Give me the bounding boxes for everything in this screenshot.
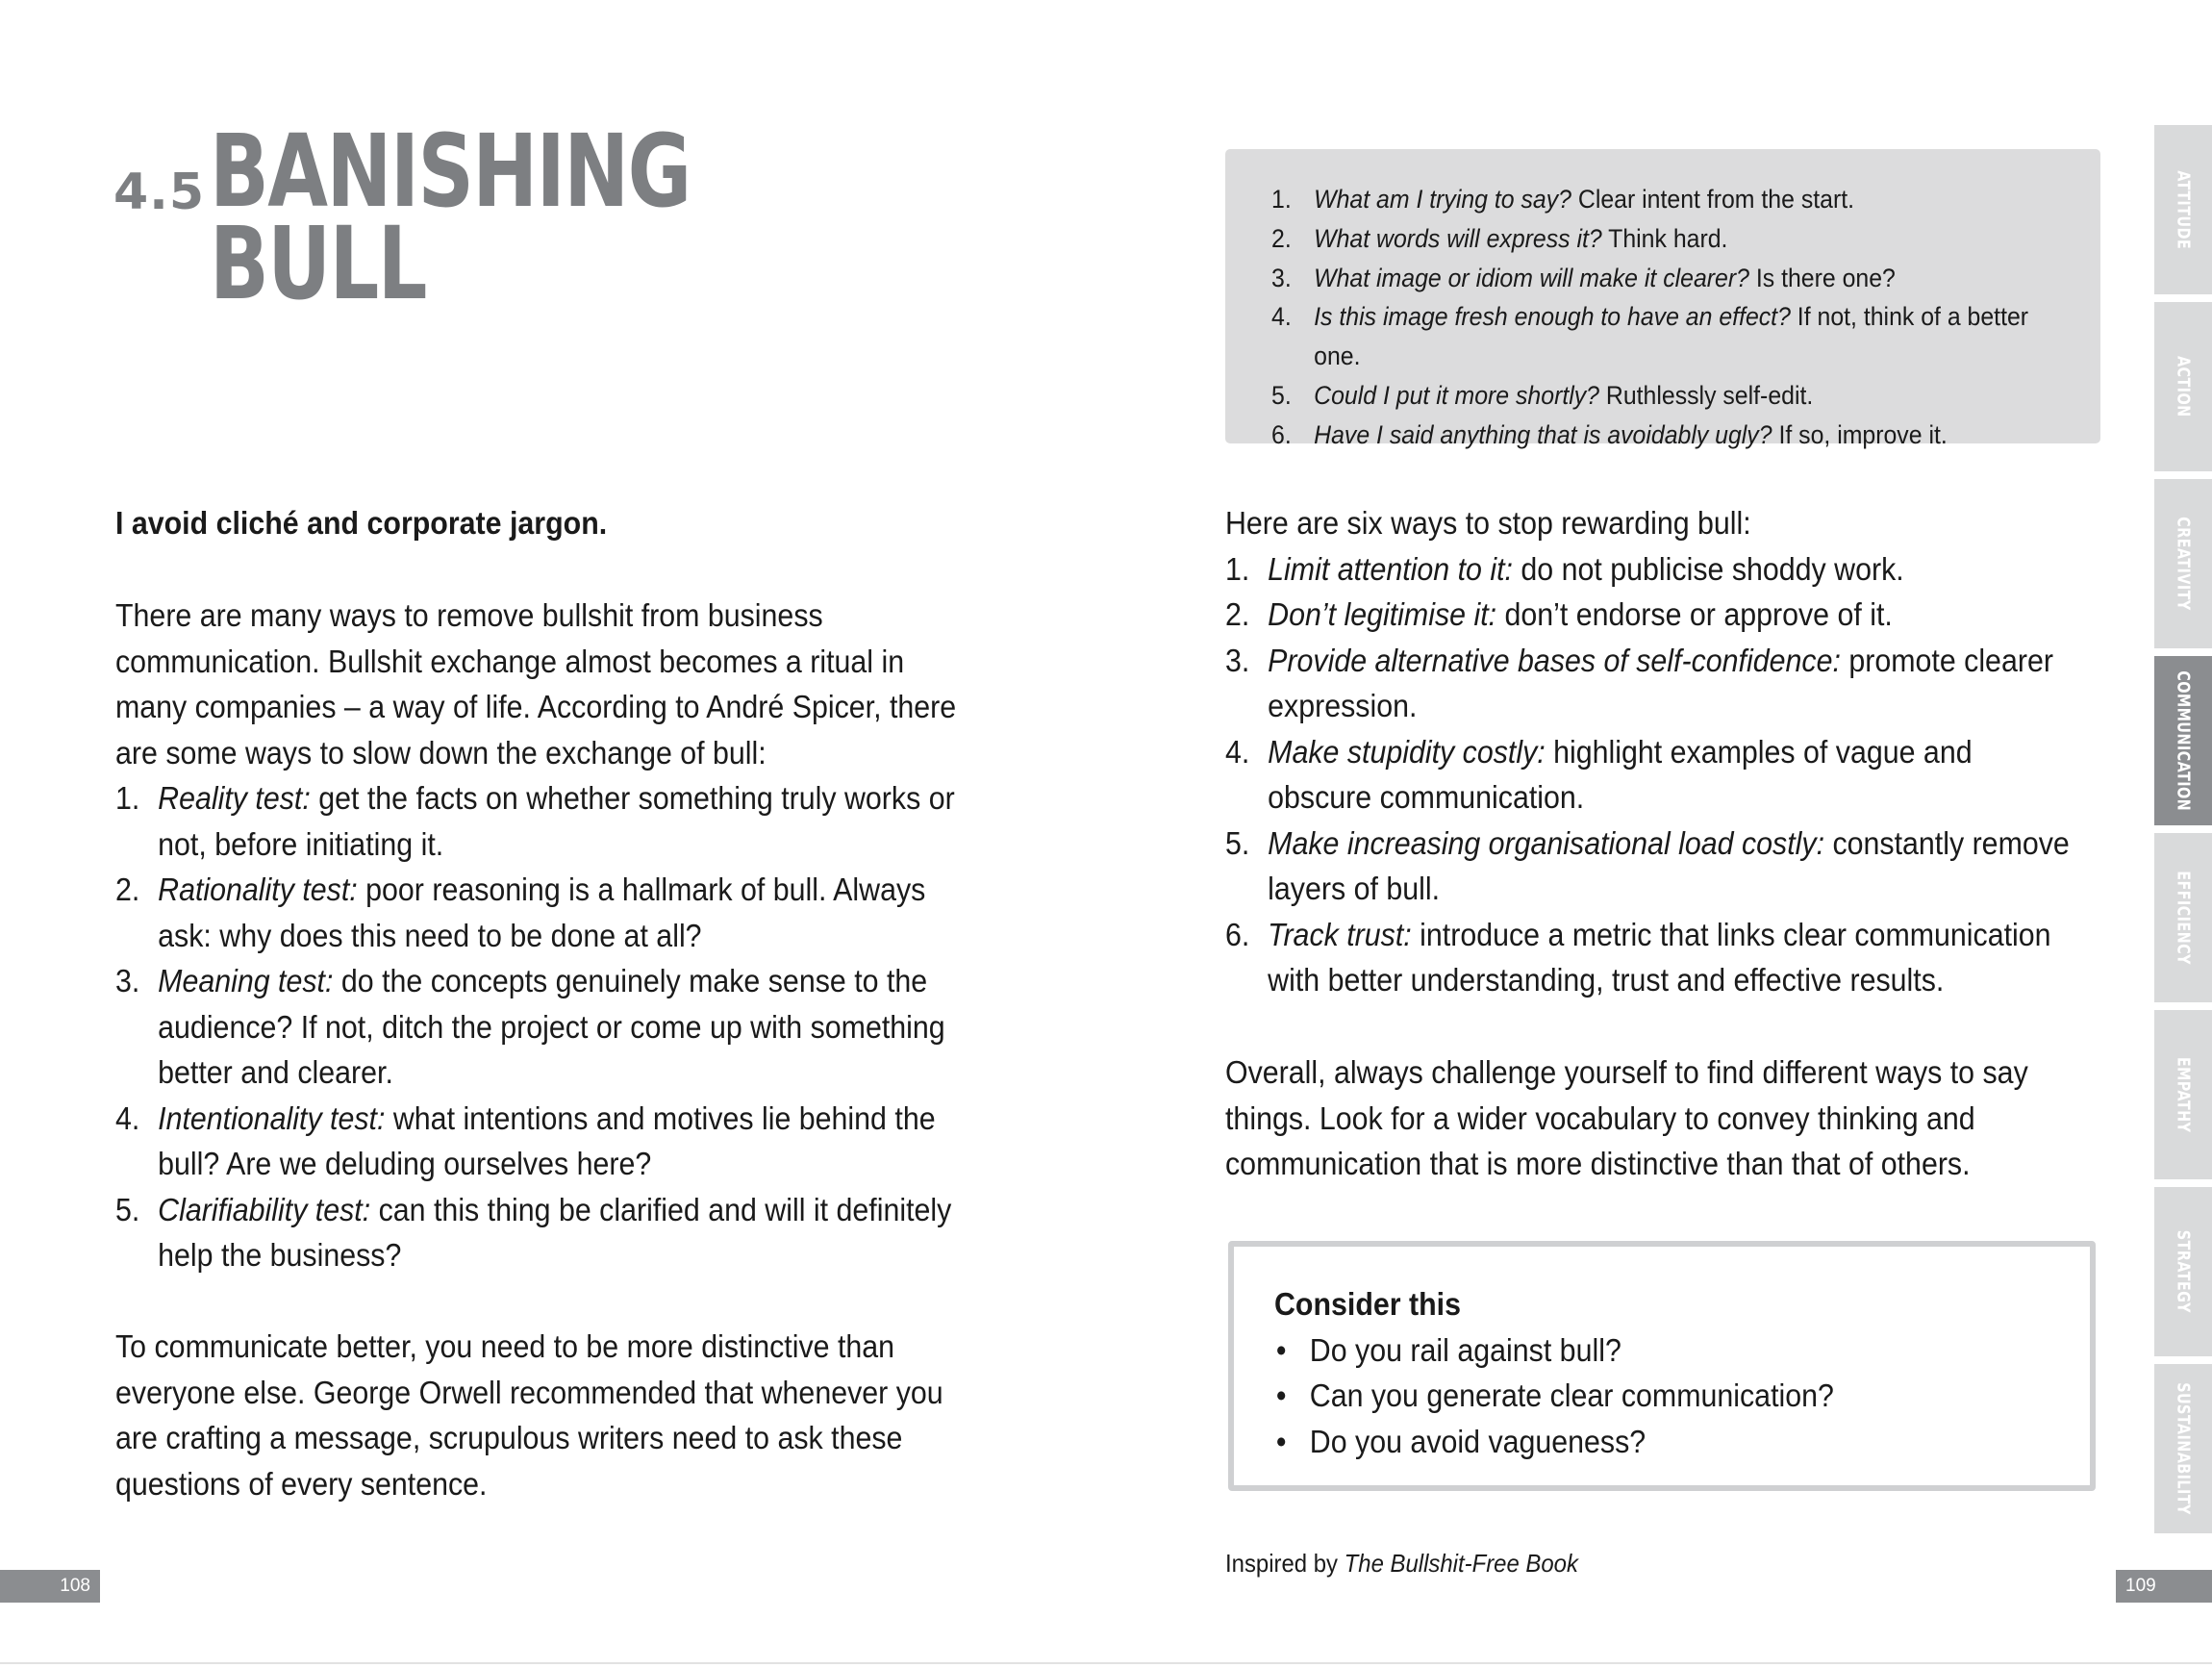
ways-section xyxy=(1225,500,2074,1003)
item-number: 2. xyxy=(115,872,140,907)
tab-label: EFFICIENCY xyxy=(2173,871,2194,965)
item-text: promote clearer expression. xyxy=(1268,642,2053,723)
item-text: introduce a metric that links clear communication with better understanding, trust and effective results. xyxy=(1268,916,2051,998)
ways-intro: Here are six ways to stop rewarding bull: xyxy=(1225,505,1751,541)
lead-statement: I avoid cliché and corporate jargon. xyxy=(115,505,608,541)
tab-action[interactable] xyxy=(2154,302,2212,475)
orwell-questions-box xyxy=(1227,151,2099,449)
item-number: 6. xyxy=(1225,916,1250,952)
list-item xyxy=(1225,729,2074,821)
page-number-text: 109 xyxy=(2125,1576,2156,1596)
page-number-left xyxy=(0,1570,100,1603)
item-term: Meaning test: xyxy=(158,963,334,998)
question: Could I put it more shortly? xyxy=(1314,380,1600,410)
intro-paragraph: There are many ways to remove bullshit from business communication. Bullshit exchange almost becomes a ritual in many companies – a way of life. According to André Spicer, there are some ways to slow down the exchange of bull: xyxy=(115,597,957,771)
list-item xyxy=(1271,376,2032,416)
item-number: 5. xyxy=(115,1191,140,1227)
item-number: 4. xyxy=(1271,302,1292,332)
item-number: 6. xyxy=(1271,419,1292,449)
list-item xyxy=(115,1187,983,1278)
list-item xyxy=(1225,638,2074,729)
tests-list xyxy=(115,775,983,1278)
bullet-icon: • xyxy=(1275,1377,1287,1413)
item-number: 1. xyxy=(115,780,140,816)
list-item xyxy=(1271,219,2032,259)
consider-list xyxy=(1274,1327,1982,1465)
ways-list xyxy=(1225,546,2074,1003)
list-item xyxy=(115,1096,983,1187)
title-line-1: BANISHING xyxy=(210,113,691,230)
item-term: Intentionality test: xyxy=(158,1099,386,1136)
list-item xyxy=(1225,821,2074,912)
overall-paragraph: Overall, always challenge yourself to find different ways to say things. Look for a wider vocabulary to convey thinking and communication that is more distinctive than that of others. xyxy=(1225,1054,2028,1181)
item-number: 4. xyxy=(1225,733,1250,770)
item-text: get the facts on whether something truly works or not, before initiating it. xyxy=(158,780,955,862)
item-term: Reality test: xyxy=(158,780,311,816)
item-number: 2. xyxy=(1225,596,1250,632)
section-number: 4.5 xyxy=(113,164,206,221)
question: What image or idiom will make it clearer? xyxy=(1314,263,1749,292)
item-text: do not publicise shoddy work. xyxy=(1512,550,1904,587)
tab-label: SUSTAINABILITY xyxy=(2173,1382,2194,1515)
page-title xyxy=(210,113,691,322)
list-item xyxy=(1274,1327,1982,1374)
item-term: Clarifiability test: xyxy=(158,1191,371,1227)
consider-content xyxy=(1274,1281,1982,1464)
page-number-right xyxy=(2116,1570,2212,1603)
intro-section xyxy=(115,593,983,1278)
list-item xyxy=(1225,592,2074,638)
answer: Think hard. xyxy=(1601,223,1728,253)
tab-label: ACTION xyxy=(2173,356,2194,417)
item-text: Do you rail against bull? xyxy=(1309,1331,1621,1368)
item-text: don’t endorse or approve of it. xyxy=(1496,596,1893,632)
tab-label: EMPATHY xyxy=(2173,1056,2194,1133)
tab-label: CREATIVITY xyxy=(2173,517,2194,611)
list-item xyxy=(1225,912,2074,1003)
item-number: 3. xyxy=(115,963,140,998)
item-term: Provide alternative bases of self-confidence: xyxy=(1268,642,1841,678)
tab-empathy[interactable] xyxy=(2154,1010,2212,1183)
item-term: Make increasing organisational load costly: xyxy=(1268,824,1825,861)
tab-label: COMMUNICATION xyxy=(2173,670,2194,811)
question: Is this image fresh enough to have an effect? xyxy=(1314,302,1791,332)
orwell-questions-list xyxy=(1271,180,2032,455)
tab-attitude[interactable] xyxy=(2154,125,2212,298)
item-text: poor reasoning is a hallmark of bull. Always ask: why does this need to be done at all? xyxy=(158,872,926,953)
tab-label: ATTITUDE xyxy=(2173,170,2194,249)
bullet-icon: • xyxy=(1275,1423,1287,1459)
tab-communication[interactable] xyxy=(2154,656,2212,829)
item-number: 3. xyxy=(1271,263,1292,292)
consider-title: Consider this xyxy=(1274,1286,1461,1322)
item-text: constantly remove layers of bull. xyxy=(1268,824,2070,906)
list-item xyxy=(1271,416,2032,455)
list-item xyxy=(115,867,983,958)
question: What words will express it? xyxy=(1314,223,1602,253)
item-number: 5. xyxy=(1271,380,1292,410)
item-text: what intentions and motives lie behind the bull? Are we deluding ourselves here? xyxy=(158,1099,936,1181)
answer: Clear intent from the start. xyxy=(1571,185,1855,214)
item-term: Don’t legitimise it: xyxy=(1268,596,1497,632)
item-text: Do you avoid vagueness? xyxy=(1309,1423,1646,1459)
closing-paragraph: To communicate better, you need to be more distinctive than everyone else. George Orwell recommended that whenever you are crafting a message, scrupulous writers need to ask these questions of every sentence. xyxy=(115,1328,943,1502)
item-text: Can you generate clear communication? xyxy=(1309,1377,1834,1413)
item-number: 1. xyxy=(1225,550,1250,587)
list-item xyxy=(1225,546,2074,593)
item-text: can this thing be clarified and will it definitely help the business? xyxy=(158,1191,952,1273)
credit-prefix: Inspired by xyxy=(1225,1549,1345,1578)
item-number: 1. xyxy=(1271,185,1292,214)
item-term: Rationality test: xyxy=(158,872,358,907)
item-text: highlight examples of vague and obscure communication. xyxy=(1268,733,1973,815)
consider-this-box xyxy=(1228,1241,2096,1491)
answer: If not, think of a better one. xyxy=(1314,302,2029,371)
answer: Is there one? xyxy=(1748,263,1896,292)
list-item xyxy=(1271,259,2032,298)
item-term: Track trust: xyxy=(1268,916,1412,952)
item-term: Limit attention to it: xyxy=(1268,550,1513,587)
tab-efficiency[interactable] xyxy=(2154,833,2212,1006)
list-item xyxy=(1274,1419,1982,1465)
bullet-icon: • xyxy=(1275,1331,1287,1368)
page-number-text: 108 xyxy=(60,1576,90,1596)
question: What am I trying to say? xyxy=(1314,185,1571,214)
list-item xyxy=(1274,1373,1982,1419)
list-item xyxy=(115,958,983,1096)
item-number: 3. xyxy=(1225,642,1250,678)
tab-creativity[interactable] xyxy=(2154,479,2212,652)
tab-label: STRATEGY xyxy=(2173,1229,2194,1314)
list-item xyxy=(115,775,983,867)
credit-line xyxy=(1225,1549,1578,1579)
item-number: 5. xyxy=(1225,824,1250,861)
item-number: 2. xyxy=(1271,223,1292,253)
tab-strategy[interactable] xyxy=(2154,1187,2212,1360)
answer: Ruthlessly self-edit. xyxy=(1599,380,1814,410)
answer: If so, improve it. xyxy=(1772,419,1948,449)
list-item xyxy=(1271,180,2032,219)
tab-sustainability[interactable] xyxy=(2154,1364,2212,1537)
item-term: Make stupidity costly: xyxy=(1268,733,1546,770)
item-text: do the concepts genuinely make sense to the audience? If not, ditch the project or come up with something better and clearer. xyxy=(158,963,945,1090)
list-item xyxy=(1271,297,2032,376)
title-line-2: BULL xyxy=(210,205,426,322)
page-bottom-edge xyxy=(0,1662,2212,1664)
item-number: 4. xyxy=(115,1099,140,1136)
question: Have I said anything that is avoidably ugly? xyxy=(1314,419,1772,449)
credit-book-title: The Bullshit-Free Book xyxy=(1344,1549,1578,1578)
